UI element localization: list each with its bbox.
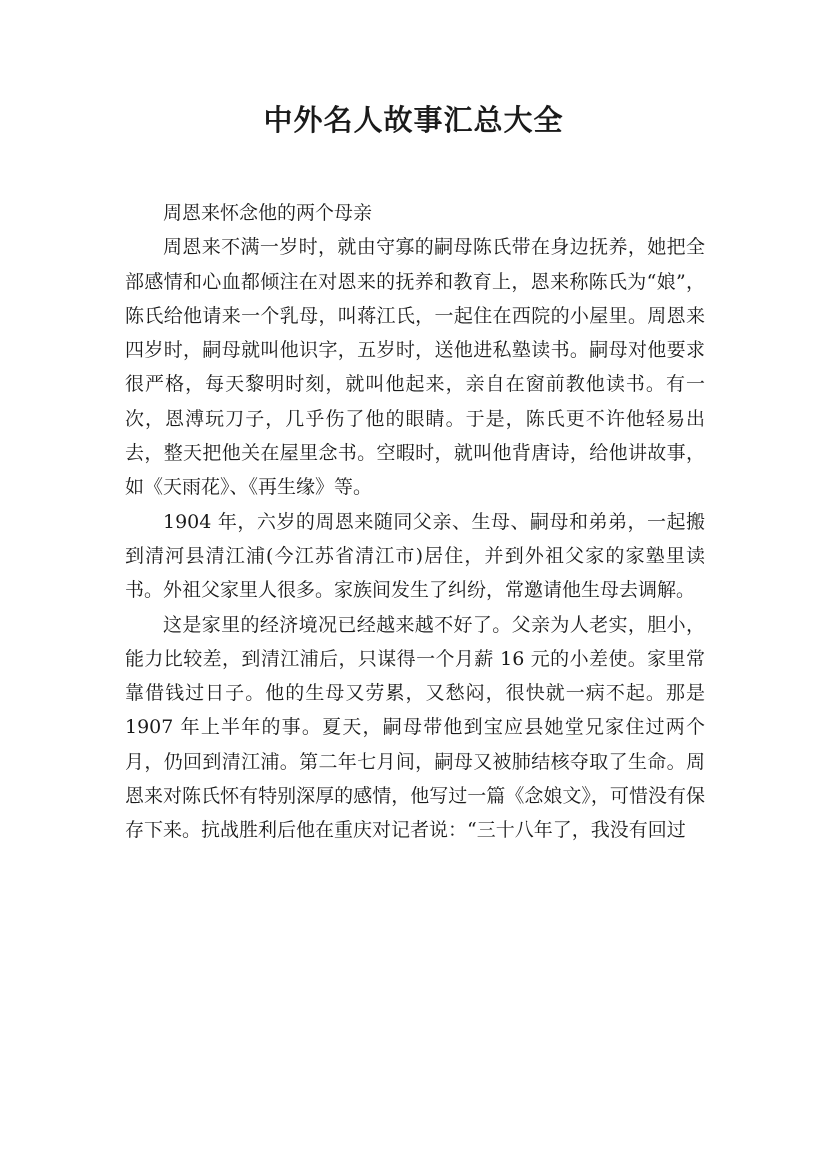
paragraph-1: 周恩来不满一岁时，就由守寡的嗣母陈氏带在身边抚养，她把全部感情和心血都倾注在对恩来的抚养和教育上，恩来称陈氏为“娘”，陈氏给他请来一个乳母，叫蒋江氏，一起住在西院的小屋里。周恩来四岁时，嗣母就叫他识字，五岁时，送他进私塾读书。嗣母对他要求很严格，每天黎明时刻，就叫他起来，亲自在窗前教他读书。有一次，恩溥玩刀子，几乎伤了他的眼睛。于是，陈氏更不许他轻易出去，整天把他关在屋里念书。空暇时，就叫他背唐诗，给他讲故事，如《天雨花》、《再生缘》等。	[125, 236, 705, 499]
paragraph-2: 1904 年，六岁的周恩来随同父亲、生母、嗣母和弟弟，一起搬到清河县清江浦(今江苏省清江市)居住，并到外祖父家的家塾里读书。外祖父家里人很多。家族间发生了纠纷，常邀请他生母去调解。	[125, 510, 705, 602]
document-title: 中外名人故事汇总大全	[263, 103, 564, 137]
section-heading: 周恩来怀念他的两个母亲	[163, 202, 373, 224]
document-body	[125, 196, 705, 848]
paragraph-3: 这是家里的经济境况已经越来越不好了。父亲为人老实，胆小，能力比较差，到清江浦后，只谋得一个月薪 16 元的小差使。家里常靠借钱过日子。他的生母又劳累，又愁闷，很快就一病不起。那是 1907 年上半年的事。夏天，嗣母带他到宝应县她堂兄家住过两个月，仍回到清江浦。第二年七月间，嗣母又被肺结核夺取了生命。周恩来对陈氏怀有特别深厚的感情，他写过一篇《念娘文》，可惜没有保存下来。抗战胜利后他在重庆对记者说：“三十八年了，我没有回过	[125, 613, 705, 842]
